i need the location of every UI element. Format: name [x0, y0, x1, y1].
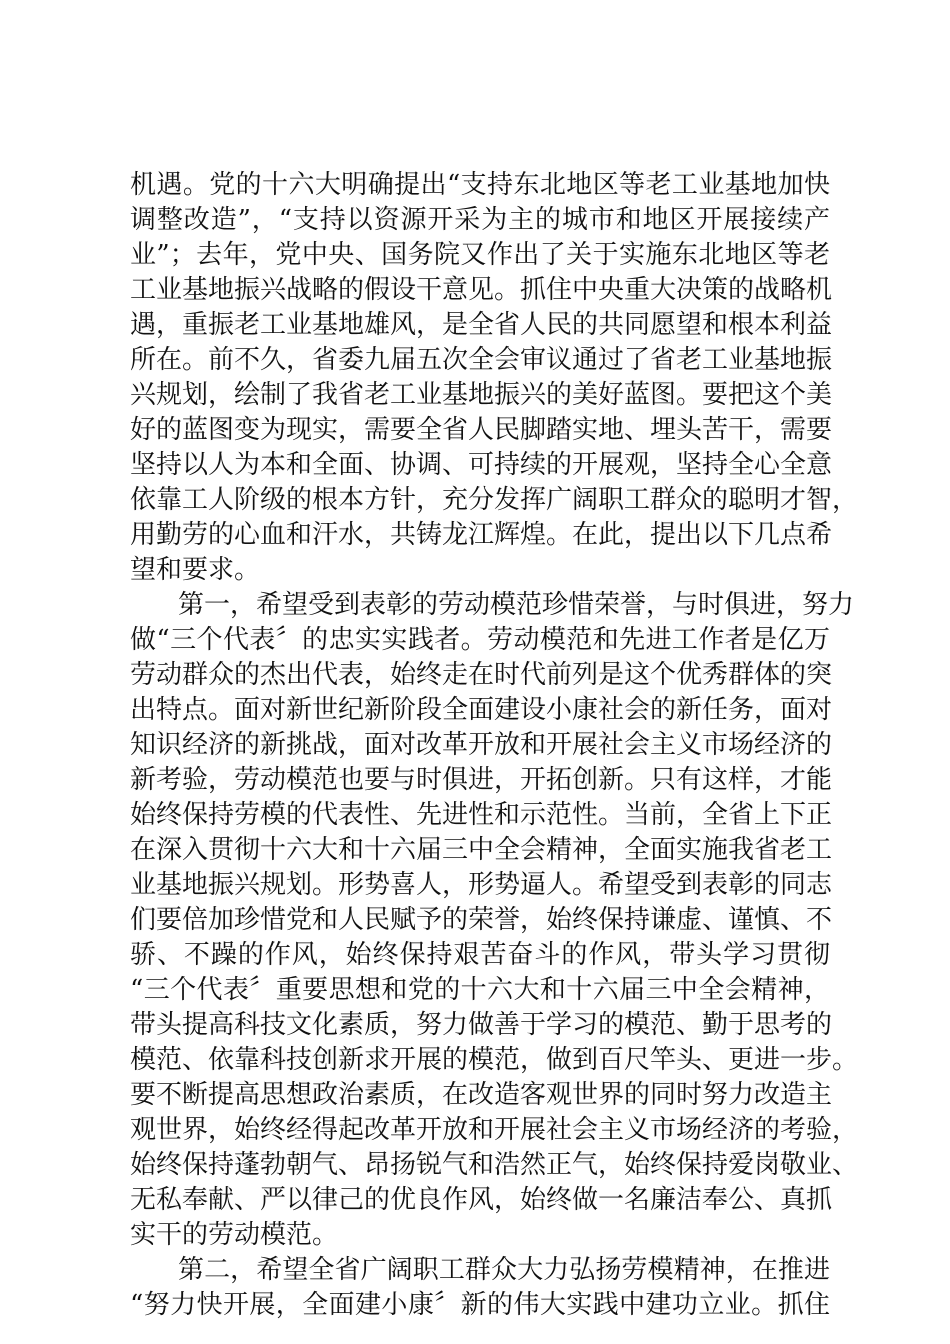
text-line: 业基地振兴规划。形势喜人，形势逼人。希望受到表彰的同志 [130, 870, 833, 900]
text-line: 带头提高科技文化素质，努力做善于学习的模范、勤于思考的 [130, 1010, 833, 1040]
text-line: 兴规划，绘制了我省老工业基地振兴的美好蓝图。要把这个美 [130, 380, 833, 410]
text-line: 无私奉献、严以律己的优良作风，始终做一名廉洁奉公、真抓 [130, 1185, 833, 1215]
text-line: 所在。前不久，省委九届五次全会审议通过了省老工业基地振 [130, 345, 833, 375]
text-line: “三个代表〞重要思想和党的十六大和十六届三中全会精神， [130, 975, 830, 1005]
text-line: 出特点。面对新世纪新阶段全面建设小康社会的新任务，面对 [130, 695, 833, 725]
text-line: 依靠工人阶级的根本方针，充分发挥广阔职工群众的聪明才智， [130, 485, 859, 515]
text-line: 始终保持蓬勃朝气、昂扬锐气和浩然正气，始终保持爱岗敬业、 [130, 1150, 859, 1180]
text-line: 做“三个代表〞的忠实实践者。劳动模范和先进工作者是亿万 [130, 625, 830, 655]
paragraph-first-line: 第二，希望全省广阔职工群众大力弘扬劳模精神，在推进 [178, 1255, 830, 1285]
text-line: 劳动群众的杰出代表，始终走在时代前列是这个优秀群体的突 [130, 660, 833, 690]
text-line: 坚持以人为本和全面、协调、可持续的开展观，坚持全心全意 [130, 450, 833, 480]
text-line: 调整改造”，“支持以资源开采为主的城市和地区开展接续产 [130, 205, 830, 235]
text-line: 在深入贯彻十六大和十六届三中全会精神，全面实施我省老工 [130, 835, 833, 865]
paragraph-first-line: 第一，希望受到表彰的劳动模范珍惜荣誉，与时俱进，努力 [178, 590, 855, 620]
text-line: 遇，重振老工业基地雄风，是全省人民的共同愿望和根本利益 [130, 310, 833, 340]
text-line: 工业基地振兴战略的假设干意见。抓住中央重大决策的战略机 [130, 275, 833, 305]
text-line: 模范、依靠科技创新求开展的模范，做到百尺竿头、更进一步。 [130, 1045, 859, 1075]
text-line: 好的蓝图变为现实，需要全省人民脚踏实地、埋头苦干，需要 [130, 415, 833, 445]
text-line: 骄、不躁的作风，始终保持艰苦奋斗的作风，带头学习贯彻 [130, 940, 830, 970]
text-line: 业”；去年，党中央、国务院又作出了关于实施东北地区等老 [130, 240, 830, 270]
document-body [130, 168, 859, 1323]
text-line: 要不断提高思想政治素质，在改造客观世界的同时努力改造主 [130, 1080, 833, 1110]
text-line: 机遇。党的十六大明确提出“支持东北地区等老工业基地加快 [130, 170, 830, 200]
text-line: 望和要求。 [130, 555, 261, 585]
text-line: 新考验，劳动模范也要与时俱进，开拓创新。只有这样，才能 [130, 765, 833, 795]
text-line: 用勤劳的心血和汗水，共铸龙江辉煌。在此，提出以下几点希 [130, 520, 833, 550]
text-line: 知识经济的新挑战，面对改革开放和开展社会主义市场经济的 [130, 730, 833, 760]
text-line: 们要倍加珍惜党和人民赋予的荣誉，始终保持谦虚、谨慎、不 [130, 905, 833, 935]
text-line: 始终保持劳模的代表性、先进性和示范性。当前，全省上下正 [130, 800, 833, 830]
text-line: 观世界，始终经得起改革开放和开展社会主义市场经济的考验， [130, 1115, 859, 1145]
text-line: “努力快开展，全面建小康〞新的伟大实践中建功立业。抓住 [130, 1290, 830, 1320]
text-line: 实干的劳动模范。 [130, 1220, 339, 1250]
